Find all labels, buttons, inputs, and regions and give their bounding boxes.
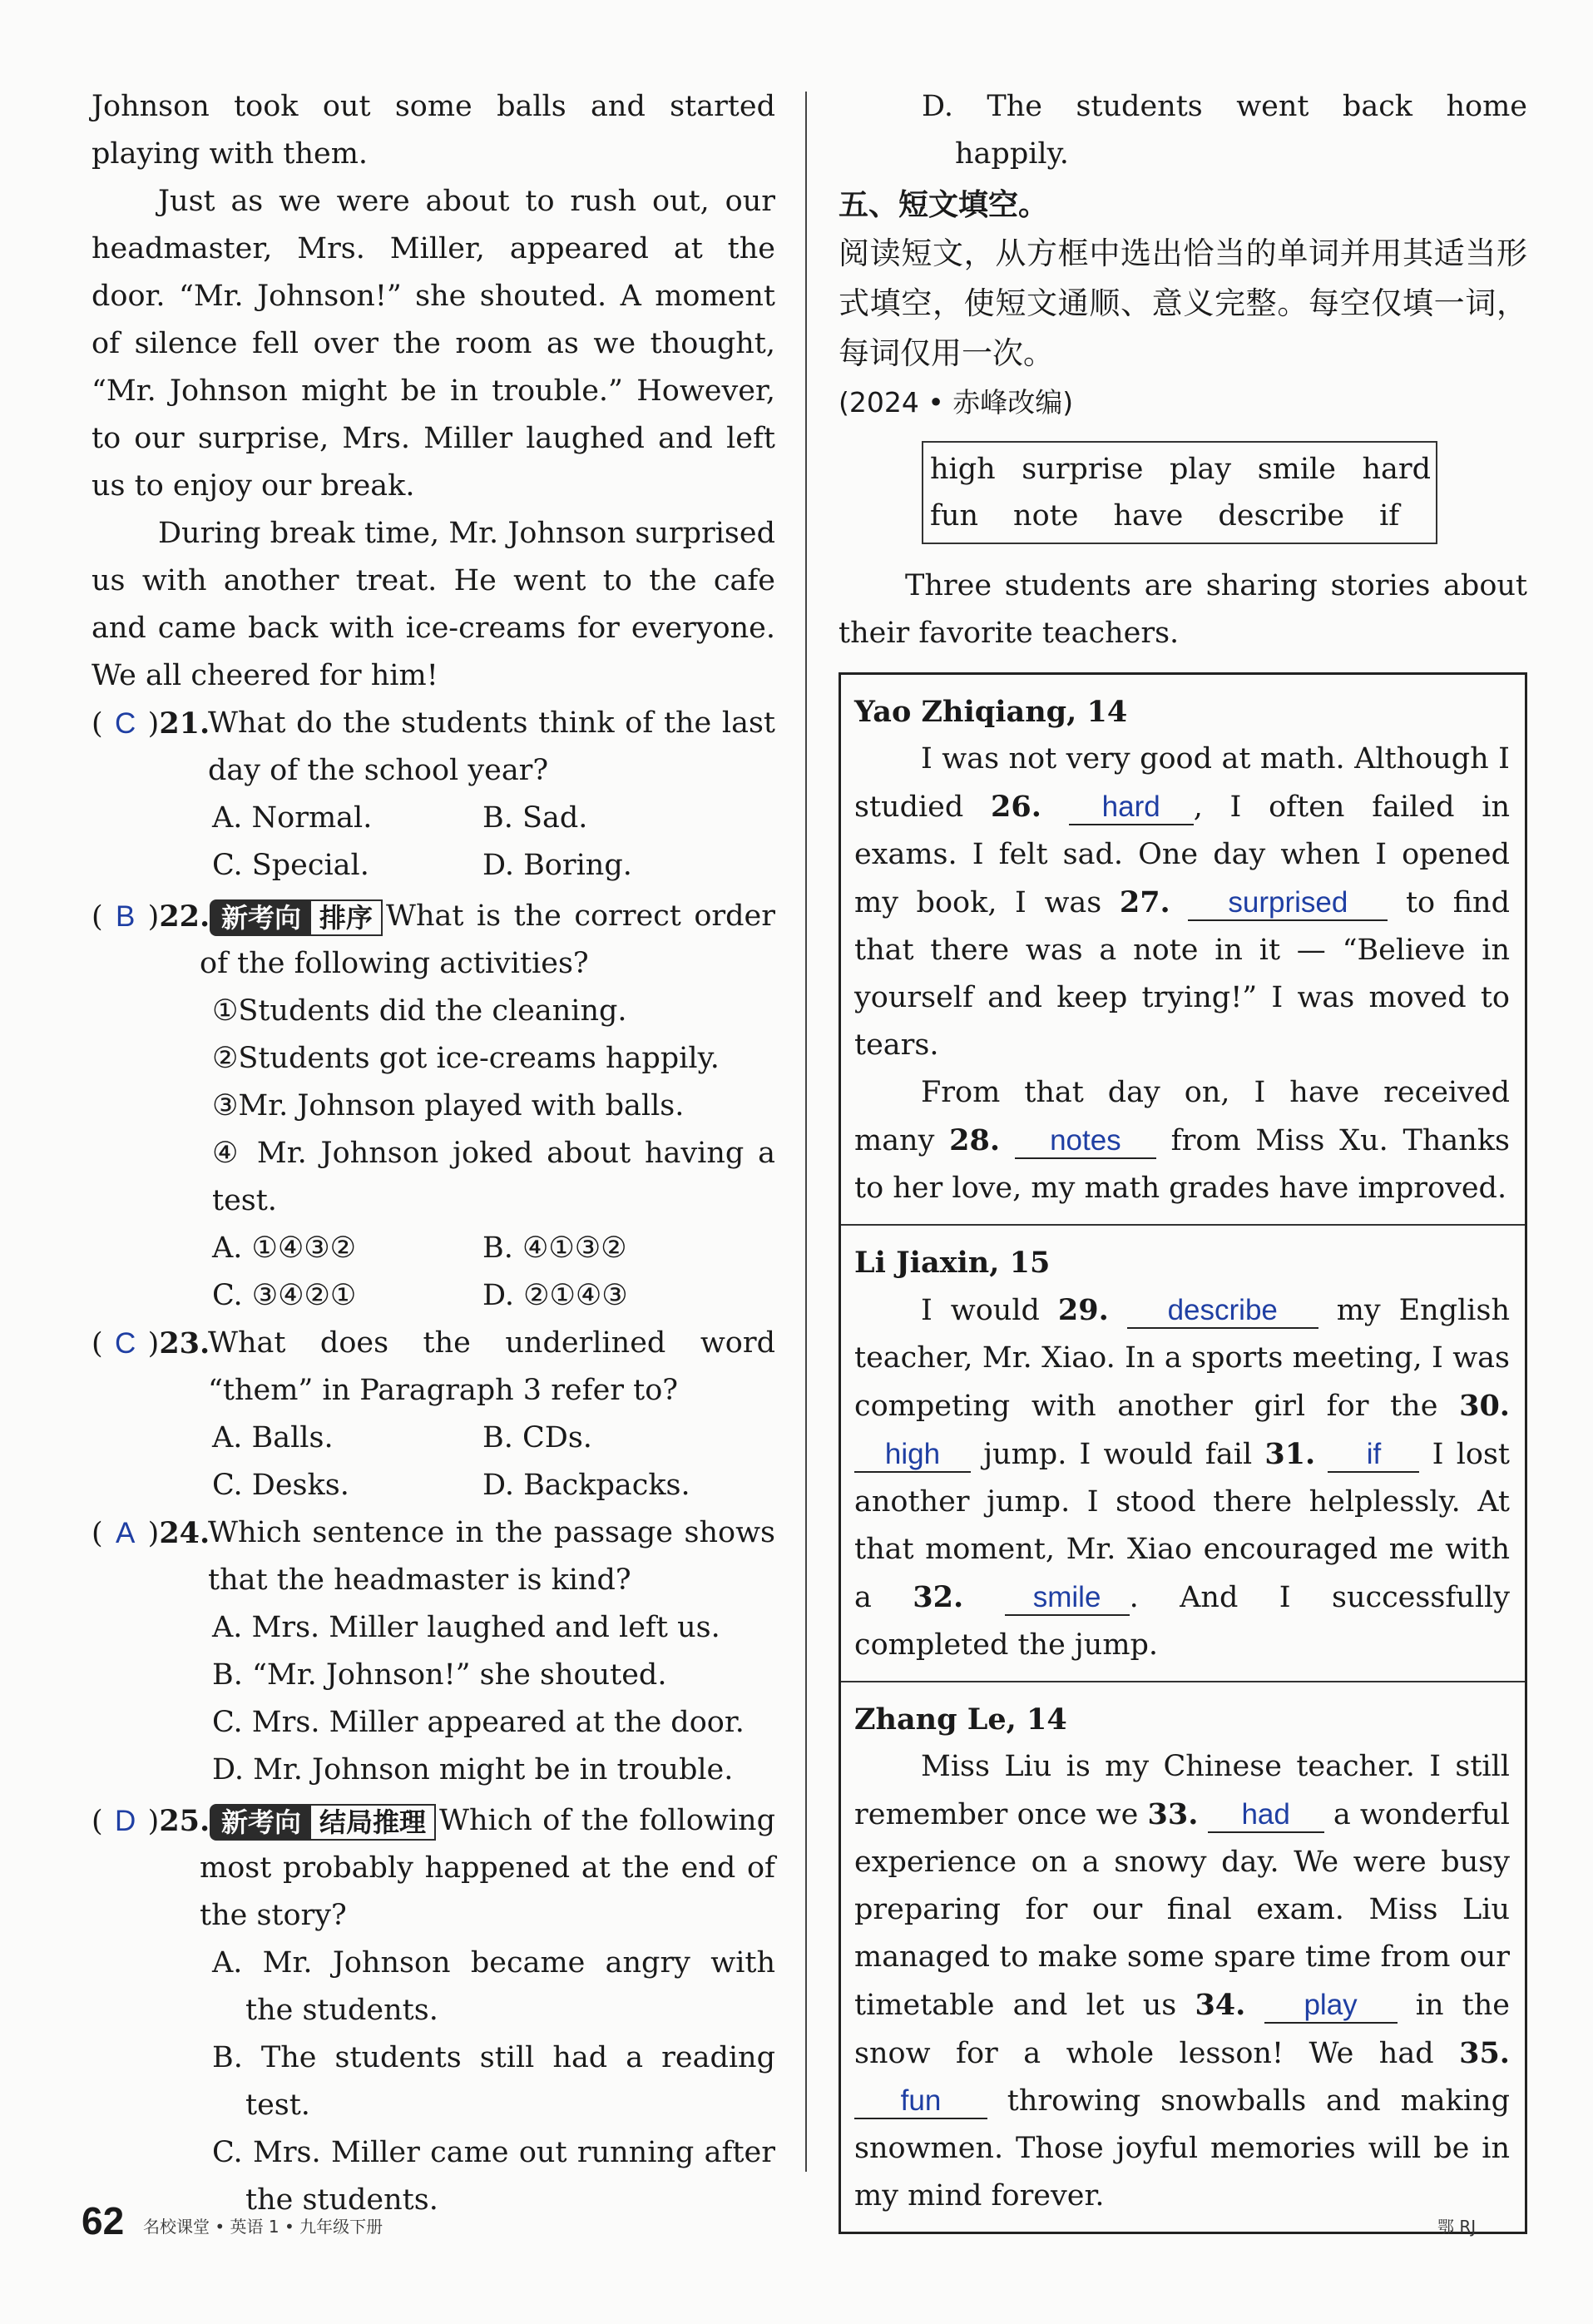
word-bank — [922, 441, 1437, 544]
options-row — [92, 1462, 775, 1509]
fill-blank-34: play — [1264, 1989, 1398, 2024]
story-paragraph: I was not very good at math. Although I studied 26. hard , I often failed in exams. I felt sad. One day when I opened my book, I was 27. surprised to find that there was a note in it — “Believe in yourself and keep trying!” I was moved to tears. — [854, 742, 1510, 1062]
question-text: What does the underlined word “them” in Paragraph 3 refer to? — [208, 1326, 775, 1407]
word: describe — [1218, 499, 1345, 533]
story-yao — [841, 675, 1525, 1224]
question-number: 25. — [159, 1804, 210, 1838]
left-column — [92, 83, 775, 2224]
options-row — [92, 795, 775, 842]
option-d: D. ②①④③ — [482, 1279, 628, 1312]
option-a: A. Mrs. Miller laughed and left us. — [212, 1611, 720, 1644]
word: smile — [1257, 453, 1336, 486]
option-b: B. Sad. — [482, 801, 588, 835]
answer-22: B — [115, 900, 136, 933]
section-title: 五、短文填空。 — [839, 188, 1049, 222]
student-name: Li Jiaxin, 15 — [854, 1246, 1051, 1280]
column-divider — [805, 92, 807, 2172]
story-zhang — [841, 1681, 1525, 2232]
option-c: C. Mrs. Miller came out running after the students. — [212, 2136, 775, 2217]
word: surprise — [1022, 453, 1144, 486]
question-text: Which sentence in the passage shows that the headmaster is kind? — [208, 1516, 775, 1597]
page-number: 62 — [82, 2199, 125, 2242]
word: hard — [1362, 453, 1431, 486]
activity-item: ①Students did the cleaning. — [212, 994, 627, 1028]
answer-21: C — [115, 707, 136, 740]
question-number: 23. — [159, 1326, 210, 1360]
options-row — [92, 842, 775, 889]
book-title: 名校课堂 • 英语 1 • 九年级下册 — [143, 2217, 383, 2237]
activity-item: ②Students got ice-creams happily. — [212, 1042, 720, 1075]
story-li — [841, 1224, 1525, 1681]
option-b: B. The students still had a reading test. — [212, 2041, 775, 2122]
question-22 — [92, 893, 775, 988]
activity-item: ③Mr. Johnson played with balls. — [212, 1089, 685, 1122]
option-c: C. Mrs. Miller appeared at the door. — [212, 1706, 745, 1739]
answer-bracket: ( D )25. — [92, 1797, 208, 1846]
question-23 — [92, 1320, 775, 1415]
edition-label: 鄂 RJ — [1437, 2217, 1477, 2237]
word: high — [930, 453, 996, 486]
word: note — [1013, 499, 1079, 533]
option-d: D. Mr. Johnson might be in trouble. — [212, 1753, 734, 1786]
passage-paragraph-2: Just as we were about to rush out, our headmaster, Mrs. Miller, appeared at the door. “Mr. Johnson!” she shouted. A moment of silence fell over the room as we thought, “Mr. Johnson might be in trouble.” However, to our surprise, Mrs. Miller laughed and left us to enjoy our break. — [92, 185, 775, 503]
answer-25: D — [115, 1805, 136, 1837]
answer-bracket: ( C )21. — [92, 700, 208, 748]
stories-box — [839, 672, 1527, 2234]
answer-bracket: ( A )24. — [92, 1509, 208, 1558]
fill-blank-28: notes — [1015, 1124, 1156, 1159]
passage-paragraph-1: Johnson took out some balls and started playing with them. — [92, 90, 775, 171]
option-a: A. Normal. — [212, 801, 373, 835]
question-number: 24. — [159, 1516, 210, 1550]
new-trend-badge: 新考向 结局推理 — [210, 1804, 436, 1841]
question-text: 新考向 排序 What is the correct order of the following activities? — [200, 899, 775, 980]
fill-blank-31: if — [1328, 1438, 1419, 1473]
fill-blank-33: had — [1208, 1798, 1324, 1833]
answer-bracket: ( B )22. — [92, 893, 208, 941]
question-text: 新考向 结局推理 Which of the following most probably happened at the end of the story? — [200, 1804, 775, 1932]
passage-intro: Three students are sharing stories about their favorite teachers. — [839, 569, 1527, 650]
fill-blank-27: surprised — [1188, 886, 1388, 921]
story-paragraph: I would 29. describe my English teacher, Mr. Xiao. In a sports meeting, I was competing with another girl for the 30. high jump. I would fail 31. if I lost another jump. I stood there helplessly. At that moment, Mr. Xiao encouraged me with a 32. smile . And I successfully completed the jump. — [854, 1293, 1510, 1662]
question-text: What do the students think of the last day of the school year? — [208, 706, 775, 787]
new-trend-badge: 新考向 排序 — [210, 899, 383, 936]
option-c: C. Special. — [212, 849, 369, 882]
word: play — [1169, 453, 1232, 486]
answer-24: A — [115, 1517, 136, 1549]
option-b: B. ④①③② — [482, 1231, 627, 1265]
student-name: Zhang Le, 14 — [854, 1702, 1067, 1737]
passage-paragraph-3: During break time, Mr. Johnson surprised us with another treat. He went to the cafe and came back with ice-creams for everyone. We all cheered for him! — [92, 517, 775, 692]
answer-bracket: ( C )23. — [92, 1320, 208, 1368]
word: fun — [930, 499, 979, 533]
option-b: B. “Mr. Johnson!” she shouted. — [212, 1658, 667, 1692]
question-24 — [92, 1509, 775, 1604]
option-d: D. Backpacks. — [482, 1469, 690, 1502]
question-21 — [92, 700, 775, 795]
option-d: D. Boring. — [482, 849, 632, 882]
right-column — [839, 83, 1527, 2234]
answer-23: C — [115, 1327, 136, 1360]
fill-blank-29: describe — [1127, 1294, 1318, 1329]
activity-item: ④ Mr. Johnson joked about having a test. — [212, 1137, 775, 1217]
q25-option-d: D. The students went back home happily. — [922, 90, 1527, 171]
options-row — [92, 1415, 775, 1462]
question-number: 21. — [159, 706, 210, 741]
source-note: (2024 • 赤峰改编) — [839, 386, 1074, 419]
word: have — [1113, 499, 1184, 533]
word-bank-row — [930, 493, 1436, 539]
option-a: A. ①④③② — [212, 1231, 357, 1265]
question-25 — [92, 1797, 775, 1940]
option-c: C. ③④②① — [212, 1279, 357, 1312]
option-b: B. CDs. — [482, 1421, 592, 1454]
word: if — [1379, 499, 1400, 533]
options-row — [92, 1225, 775, 1272]
options-row — [92, 1272, 775, 1320]
student-name: Yao Zhiqiang, 14 — [854, 695, 1128, 729]
fill-blank-32: smile — [1005, 1581, 1130, 1616]
word-bank-row — [930, 446, 1436, 493]
option-a: A. Balls. — [212, 1421, 334, 1454]
fill-blank-26: hard — [1069, 790, 1194, 825]
question-number: 22. — [159, 899, 210, 934]
section-instructions: 阅读短文，从方框中选出恰当的单词并用其适当形式填空，使短文通顺、意义完整。每空仅填一词，每词仅用一次。 — [839, 235, 1527, 371]
option-c: C. Desks. — [212, 1469, 349, 1502]
story-paragraph: From that day on, I have received many 28. notes from Miss Xu. Thanks to her love, my math grades have improved. — [854, 1076, 1510, 1205]
fill-blank-35: fun — [854, 2084, 987, 2119]
option-a: A. Mr. Johnson became angry with the students. — [212, 1946, 775, 2027]
fill-blank-30: high — [854, 1438, 971, 1473]
story-paragraph: Miss Liu is my Chinese teacher. I still remember once we 33. had a wonderful experience on a snowy day. We were busy preparing for our final exam. Miss Liu managed to make some spare time from our timetable and let us 34. play in the snow for a whole lesson! We had 35. fun throwing snowballs and making snowmen. Those joyful memories will be in my mind forever. — [854, 1750, 1510, 2213]
